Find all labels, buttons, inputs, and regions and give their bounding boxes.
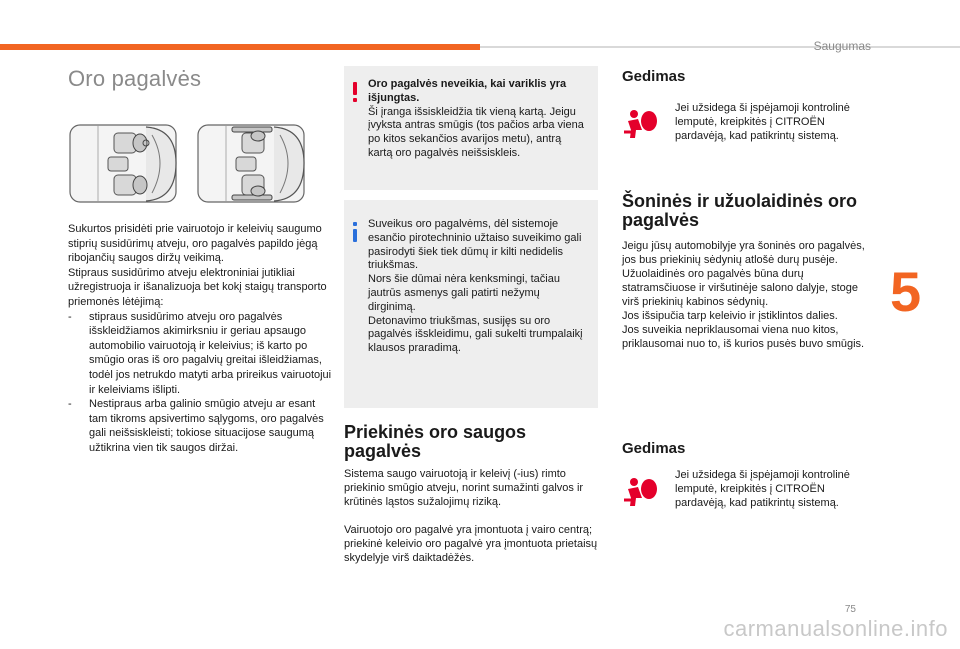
info-paragraph-1: Suveikus oro pagalvėms, dėl sistemoje esančio pirotechninio užtaiso suveikimo gali pasirodyti šiek tiek dūmų ir kilti nedidelis triukšmas. <box>368 218 582 272</box>
side-paragraph-2: Užuolaidinės oro pagalvės būna durų statramsčiuose ir viršutinėje salono dalyje, stoge virš priekinių kabinos sėdynių. <box>622 268 859 308</box>
list-item-text: Nestipraus arba galinio smūgio atveju ar esant tam tikroms apsivertimo sąlygoms, oro pagalvės gali neišsiskleisti; tokiose situacijose saugumą užtikrina vien tik saugos diržai. <box>89 398 324 454</box>
info-box <box>344 200 598 408</box>
warning-title: Oro pagalvės neveikia, kai variklis yra išjungtas. <box>368 78 567 104</box>
side-paragraph-3: Jos išsipučia tarp keleivio ir įstiklintos dalies. <box>622 310 838 322</box>
front-airbags-heading-line-2: pagalvės <box>344 441 422 461</box>
side-paragraph-4: Jos suveikia nepriklausomai viena nuo kitos, priklausomai nuo to, iš kurios pusės buvo smūgis. <box>622 324 865 350</box>
side-airbags-heading-line-1: Šoninės ir užuolaidinės oro <box>622 191 858 211</box>
airbag-intro-text <box>68 222 332 456</box>
fault-text-1: Jei užsidega ši įspėjamoji kontrolinė lemputė, kreipkitės į CITROËN pardavėją, kad patikrintų sistemą. <box>675 102 850 142</box>
front-airbags-heading <box>344 423 598 461</box>
airbag-warning-icon <box>622 476 660 508</box>
intro-paragraph-1: Sukurtos prisidėti prie vairuotojo ir keleivių saugumo stiprių susidūrimų atveju, oro pagalvės papildo jėgą ribojančių saugos diržų veikimą. <box>68 223 322 265</box>
exclamation-icon <box>352 82 358 102</box>
warning-text: Ši įranga išsiskleidžia tik vieną kartą. Jeigu įvyksta antras smūgis (tos pačios arba viena po kitos sekančios avarijos metu), antrą kartą oro pagalvės neišsiskleis. <box>368 105 584 159</box>
warning-box <box>344 66 598 190</box>
info-paragraph-3: Detonavimo triukšmas, susijęs su oro pagalvės išskleidimu, gali sukelti trumpalaikį klausos praradimą. <box>368 314 583 355</box>
fault-heading-2: Gedimas <box>622 440 686 457</box>
front-airbags-text <box>344 467 598 565</box>
van-diagram-side-airbags <box>196 121 308 206</box>
list-item <box>68 397 332 455</box>
page-number: 75 <box>844 604 856 615</box>
section-title: Saugumas <box>813 39 871 53</box>
front-paragraph-1: Sistema saugo vairuotoją ir keleivį (-ius) rimto priekinio smūgio atveju, norint sumažinti galvos ir krūtinės ląstos sužalojimų riziką. <box>344 468 584 508</box>
side-airbags-heading <box>622 192 882 230</box>
van-diagram-front-airbags <box>68 121 180 206</box>
watermark: carmanualsonline.info <box>723 616 948 641</box>
fault-text-2: Jei užsidega ši įspėjamoji kontrolinė lemputė, kreipkitės į CITROËN pardavėją, kad patikrintų sistemą. <box>675 469 850 509</box>
chapter-number: 5 <box>890 260 922 323</box>
front-airbags-heading-line-1: Priekinės oro saugos <box>344 422 527 442</box>
fault-heading-1: Gedimas <box>622 68 686 85</box>
list-item-marker: - <box>68 398 72 411</box>
info-icon <box>352 222 358 242</box>
header-accent-bar <box>0 44 480 50</box>
info-paragraph-2: Nors šie dūmai nėra kenksmingi, tačiau jautrūs asmenys gali patirti nežymų dirginimą. <box>368 273 560 313</box>
airbag-warning-icon <box>622 108 660 140</box>
list-item-marker: - <box>68 310 72 323</box>
page-title: Oro pagalvės <box>68 66 202 91</box>
list-item-text: stipraus susidūrimo atveju oro pagalvės išskleidžiamos akimirksniu ir geriau apsaugo automobilio vairuotoją ir keleivius; iš karto po smūgio oras iš oro pagalvių greitai išleidžiamas, todėl jos netrukdo matyti arba prireikus vairuotojui ir keleiviams išlipti. <box>89 310 332 396</box>
side-airbags-heading-line-2: pagalvės <box>622 210 700 230</box>
side-paragraph-1: Jeigu jūsų automobilyje yra šoninės oro pagalvės, jos bus priekinių sėdynių atlošė durų pusėje. <box>622 240 865 266</box>
side-airbags-text <box>622 239 872 351</box>
front-paragraph-2: Vairuotojo oro pagalvė yra įmontuota į vairo centrą; priekinė keleivio oro pagalvė yra įmontuota prietaisų skydelyje virš daiktadėžės. <box>344 524 598 564</box>
intro-paragraph-2: Stipraus susidūrimo atveju elektroniniai jutikliai užregistruoja ir išanalizuoja bet kokį staigų transporto priemonės lėtėjimą: <box>68 266 327 308</box>
list-item <box>68 310 332 398</box>
header-rule <box>480 46 960 48</box>
